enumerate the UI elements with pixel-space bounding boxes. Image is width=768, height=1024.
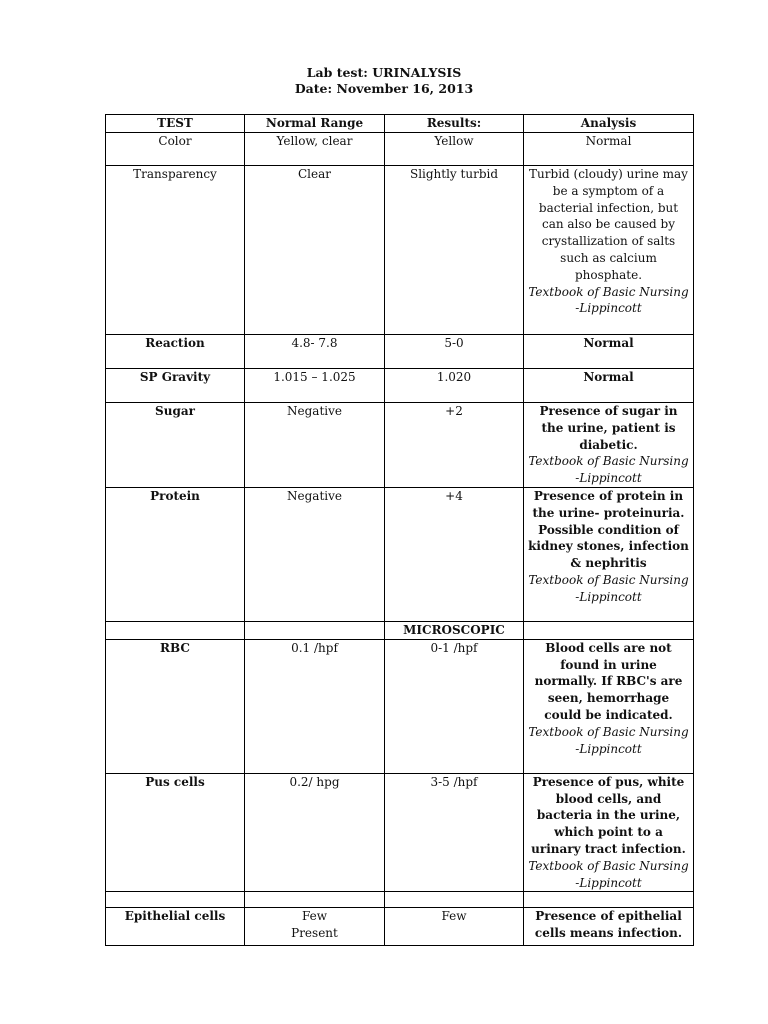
- analysis-cell: [524, 773, 694, 892]
- analysis-text: Presence of sugar in the urine, patient is diabetic.: [539, 404, 678, 452]
- table-header-row: [106, 115, 694, 133]
- analysis-cell: [524, 335, 694, 369]
- analysis-cell: [524, 487, 694, 621]
- normal-range: [245, 908, 385, 946]
- normal-range: 4.8- 7.8: [245, 335, 385, 369]
- microscopic-label: MICROSCOPIC: [385, 621, 524, 639]
- section-row-microscopic: [106, 621, 694, 639]
- normal-range: Clear: [245, 166, 385, 335]
- table-row: [106, 639, 694, 773]
- test-name: Epithelial cells: [106, 908, 245, 946]
- column-header-analysis: Analysis: [524, 115, 694, 133]
- result-value: 0-1 /hpf: [385, 639, 524, 773]
- normal-range: 1.015 – 1.025: [245, 369, 385, 403]
- column-header-results: Results:: [385, 115, 524, 133]
- document-date: Date: November 16, 2013: [294, 81, 474, 96]
- document-title: Lab test: URINALYSIS: [306, 65, 462, 80]
- empty-cell: [524, 892, 694, 908]
- result-value: +4: [385, 487, 524, 621]
- empty-cell: [106, 621, 245, 639]
- document-header: [0, 65, 768, 97]
- table-row: [106, 908, 694, 946]
- citation: Textbook of Basic Nursing -Lippincott: [528, 572, 689, 604]
- analysis-text: Normal: [585, 134, 632, 148]
- analysis-cell: [524, 639, 694, 773]
- citation: Textbook of Basic Nursing -Lippincott: [528, 454, 689, 486]
- result-value: Slightly turbid: [385, 166, 524, 335]
- column-header-test: TEST: [106, 115, 245, 133]
- analysis-cell: [524, 403, 694, 488]
- analysis-cell: [524, 369, 694, 403]
- empty-cell: [524, 621, 694, 639]
- test-name: Sugar: [106, 403, 245, 488]
- normal-range: 0.1 /hpf: [245, 639, 385, 773]
- analysis-text: Presence of protein in the urine- proteinuria. Possible condition of kidney stones, infection & nephritis: [528, 488, 689, 571]
- table-row: [106, 133, 694, 166]
- analysis-text: Normal: [583, 336, 634, 350]
- table-row: [106, 403, 694, 488]
- empty-cell: [245, 892, 385, 908]
- result-value: Yellow: [385, 133, 524, 166]
- citation: Textbook of Basic Nursing -Lippincott: [528, 724, 689, 756]
- analysis-cell: [524, 133, 694, 166]
- table-row: [106, 335, 694, 369]
- table-row: [106, 369, 694, 403]
- analysis-text: Normal: [583, 370, 634, 384]
- result-value: +2: [385, 403, 524, 488]
- blank-row: [106, 892, 694, 908]
- analysis-text: Turbid (cloudy) urine may be a symptom of a bacterial infection, but can also be caused by crystallization of salts such as calcium phosphate.: [529, 167, 688, 282]
- analysis-cell: [524, 908, 694, 946]
- normal-range-line: Few: [301, 909, 328, 924]
- urinalysis-table: [105, 114, 694, 946]
- test-name: Protein: [106, 487, 245, 621]
- result-value: 3-5 /hpf: [385, 773, 524, 892]
- normal-range-line: Present: [291, 926, 338, 941]
- analysis-text: Presence of pus, white blood cells, and bacteria in the urine, which point to a urinary tract infection.: [531, 774, 686, 856]
- normal-range: Negative: [245, 403, 385, 488]
- table-row: [106, 773, 694, 892]
- result-value: 5-0: [385, 335, 524, 369]
- test-name: SP Gravity: [106, 369, 245, 403]
- test-name: RBC: [106, 639, 245, 773]
- analysis-text: Presence of epithelial cells means infection.: [534, 909, 683, 941]
- table-row: [106, 166, 694, 335]
- normal-range: Yellow, clear: [245, 133, 385, 166]
- test-name: Transparency: [106, 166, 245, 335]
- test-name: Reaction: [106, 335, 245, 369]
- empty-cell: [385, 892, 524, 908]
- empty-cell: [106, 892, 245, 908]
- column-header-normal-range: Normal Range: [245, 115, 385, 133]
- test-name: Pus cells: [106, 773, 245, 892]
- citation: Textbook of Basic Nursing -Lippincott: [528, 284, 689, 316]
- result-value: Few: [385, 908, 524, 946]
- normal-range: Negative: [245, 487, 385, 621]
- table-row: [106, 487, 694, 621]
- citation: Textbook of Basic Nursing -Lippincott: [528, 858, 689, 890]
- empty-cell: [245, 621, 385, 639]
- normal-range: 0.2/ hpg: [245, 773, 385, 892]
- result-value: 1.020: [385, 369, 524, 403]
- analysis-cell: [524, 166, 694, 335]
- analysis-text: Blood cells are not found in urine normally. If RBC's are seen, hemorrhage could be indicated.: [534, 640, 683, 722]
- test-name: Color: [106, 133, 245, 166]
